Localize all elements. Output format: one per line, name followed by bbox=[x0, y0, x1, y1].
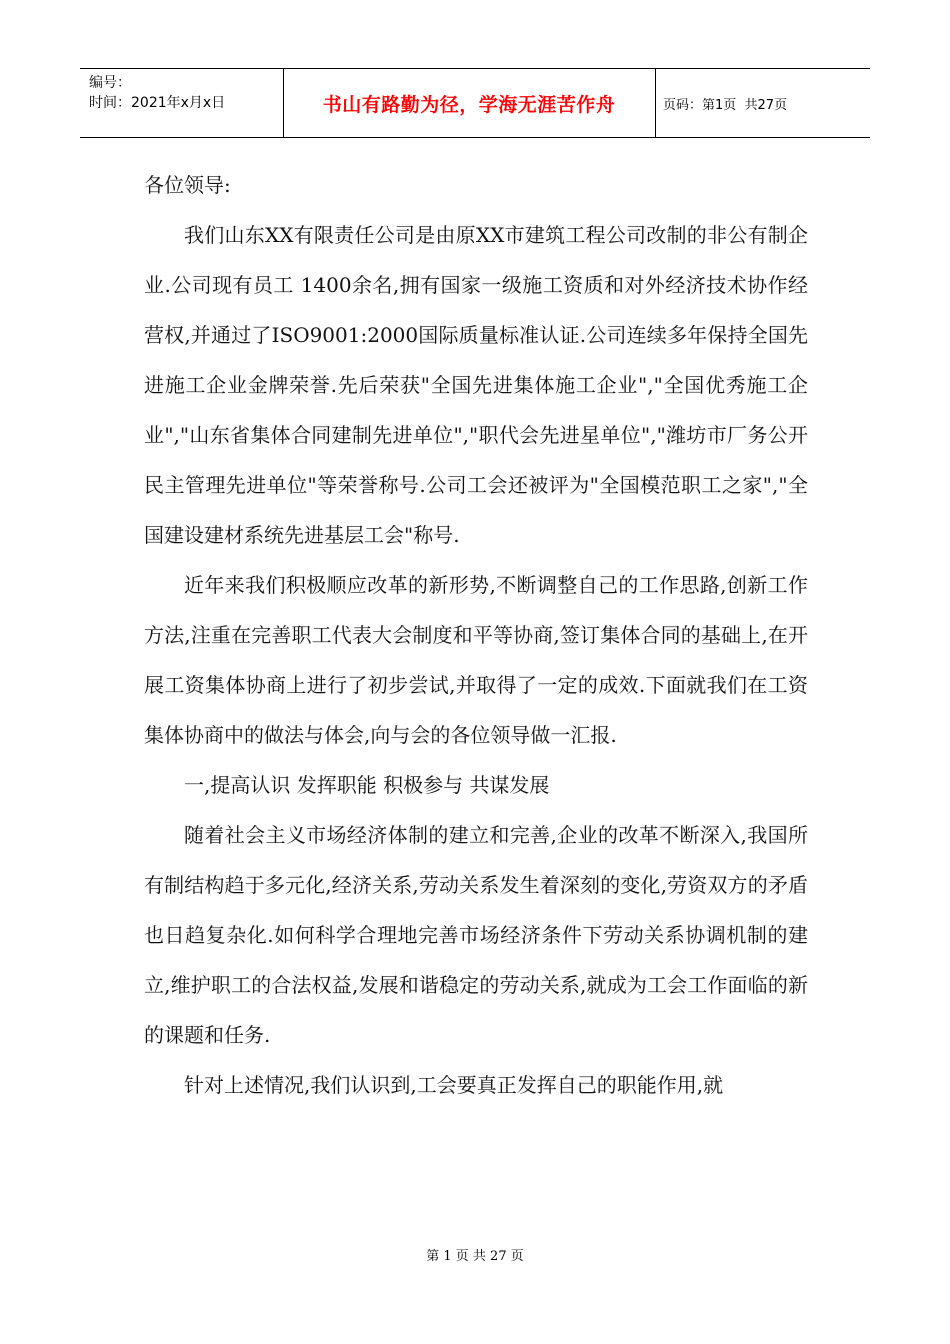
header-meta bbox=[89, 73, 279, 113]
salutation: 各位领导: bbox=[144, 173, 231, 197]
date-label: 时间：2021年x月x日 bbox=[89, 95, 226, 111]
header-motto: 书山有路勤为径，学海无涯苦作舟 bbox=[322, 93, 616, 116]
page-header bbox=[80, 68, 870, 138]
paragraph-continued: 针对上述情况,我们认识到,工会要真正发挥自己的职能作用,就 bbox=[184, 1073, 724, 1097]
doc-number-label: 编号： bbox=[89, 75, 131, 91]
section-heading: 一,提高认识 发挥职能 积极参与 共谋发展 bbox=[184, 773, 550, 797]
paragraph-background: 随着社会主义市场经济体制的建立和完善,企业的改革不断深入,我国所有制结构趋于多元化,经济关系,劳动关系发生着深刻的变化,劳资双方的矛盾也日趋复杂化.如何科学合理地完善市场经济条件下劳动关系协调机制的建立,维护职工的合法权益,发展和谐稳定的劳动关系,就成为工会工作面临的新的课题和任务. bbox=[144, 823, 808, 1047]
paragraph-recent-work: 近年来我们积极顺应改革的新形势,不断调整自己的工作思路,创新工作方法,注重在完善职工代表大会制度和平等协商,签订集体合同的基础上,在开展工资集体协商上进行了初步尝试,并取得了一定的成效.下面就我们在工资集体协商中的做法与体会,向与会的各位领导做一汇报. bbox=[144, 573, 808, 747]
document-body bbox=[144, 160, 808, 1110]
paragraph-company-intro: 我们山东XX有限责任公司是由原XX市建筑工程公司改制的非公有制企业.公司现有员工 1400余名,拥有国家一级施工资质和对外经济技术协作经营权,并通过了ISO9001:2000国际质量标准认证.公司连续多年保持全国先进施工企业金牌荣誉.先后荣获"全国先进集体施工企业","全国优秀施工企业","山东省集体合同建制先进单位","职代会先进星单位","潍坊市厂务公开民主管理先进单位"等荣誉称号.公司工会还被评为"全国模范职工之家","全国建设建材系统先进基层工会"称号. bbox=[144, 223, 808, 547]
header-page-info: 页码：第1页 共27页 bbox=[663, 97, 788, 113]
page-footer: 第 1 页 共 27 页 bbox=[426, 1249, 524, 1264]
header-divider bbox=[655, 69, 656, 137]
